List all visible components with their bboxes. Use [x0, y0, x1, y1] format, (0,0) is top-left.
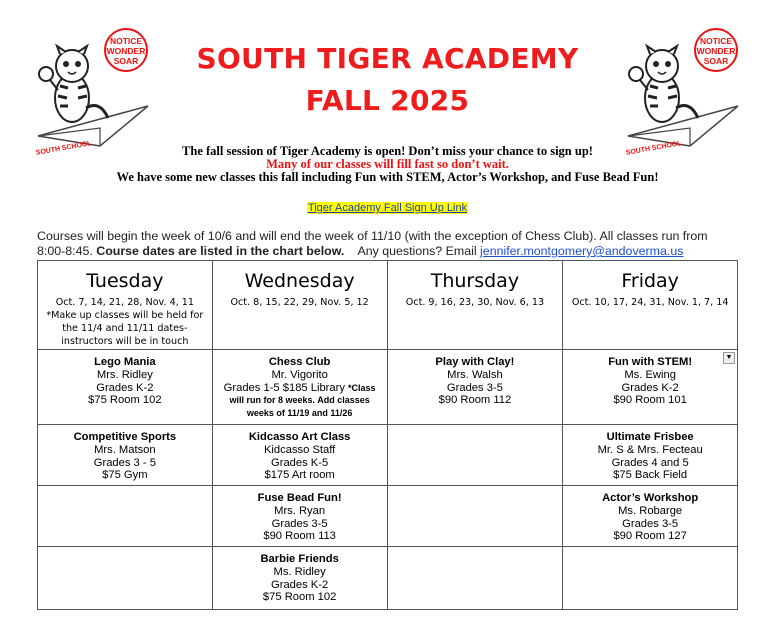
class-name: Ultimate Frisbee — [606, 431, 694, 443]
class-grades: Grades 3-5 — [271, 517, 328, 530]
class-info: $90 Room 112 — [438, 394, 512, 407]
day-header-thursday — [387, 261, 563, 350]
day-header-tuesday — [38, 261, 213, 350]
table-row — [38, 547, 738, 610]
day-dates: Oct. 10, 17, 24, 31, Nov. 1, 7, 14 — [571, 297, 729, 308]
day-note: *Make up classes will be held for the 11/4 and 11/11 dates- instructors will be in touch — [46, 310, 204, 347]
class-name: Play with Clay! — [435, 356, 515, 368]
class-cell — [38, 425, 213, 486]
class-teacher: Ms. Ewing — [624, 368, 676, 381]
badge-line-2: WONDER — [106, 46, 146, 56]
signup-link-container — [0, 202, 775, 214]
badge-line-3: SOAR — [703, 56, 729, 66]
class-name: Lego Mania — [94, 356, 156, 368]
class-teacher: Mrs. Ridley — [96, 368, 153, 381]
class-cell — [212, 350, 387, 425]
class-info: $90 Room 101 — [613, 394, 687, 407]
class-teacher: Kidcasso Staff — [263, 443, 336, 456]
class-name: Fuse Bead Fun! — [257, 492, 342, 504]
class-cell — [212, 486, 387, 547]
day-dates: Oct. 9, 16, 23, 30, Nov. 6, 13 — [405, 297, 545, 308]
table-row — [38, 350, 738, 425]
class-grades: Grades K-2 — [271, 578, 329, 591]
day-name: Thursday — [430, 270, 520, 292]
day-name: Tuesday — [86, 270, 164, 292]
class-cell — [212, 547, 387, 610]
class-name: Barbie Friends — [260, 553, 339, 565]
empty-cell — [387, 486, 563, 547]
info-text: Courses will begin the week of 10/6 and will end the week of 11/10 (with the exception of Chess Club). All classes run from 8:00-8:45. — [37, 229, 708, 258]
class-info: $75 Room 102 — [88, 394, 162, 407]
class-note: *Class will run for 8 weeks. Add classes weeks of 11/19 and 11/26 — [229, 382, 376, 419]
class-grades: Grades 3-5 — [446, 381, 503, 394]
class-grades: Grades 4 and 5 — [611, 456, 689, 469]
class-grades: Grades 3-5 — [622, 517, 679, 530]
email-link[interactable]: jennifer.montgomery@andoverma.us — [480, 244, 684, 258]
day-header-friday — [563, 261, 738, 350]
dropdown-arrow-icon[interactable]: ▼ — [723, 352, 735, 364]
class-teacher: Mrs. Matson — [94, 443, 156, 456]
day-header-wednesday — [212, 261, 387, 350]
day-name: Wednesday — [244, 270, 355, 292]
badge-line-1: NOTICE — [109, 36, 143, 46]
class-cell — [387, 350, 563, 425]
class-cell — [212, 425, 387, 486]
class-name: Kidcasso Art Class — [248, 431, 351, 443]
schedule-table — [37, 260, 738, 610]
info-paragraph — [37, 229, 737, 259]
class-cell — [38, 350, 213, 425]
badge-line-3: SOAR — [113, 56, 139, 66]
signup-link[interactable]: Tiger Academy Fall Sign Up Link — [307, 202, 468, 214]
class-grades: Grades 1-5 $185 Library — [223, 381, 349, 394]
class-teacher: Ms. Robarge — [618, 504, 683, 517]
class-grades: Grades 3 - 5 — [93, 456, 156, 469]
class-cell — [563, 425, 738, 486]
day-dates: Oct. 7, 14, 21, 28, Nov. 4, 11 — [55, 297, 195, 308]
class-teacher: Ms. Ridley — [273, 565, 326, 578]
class-info: $75 Gym — [102, 469, 148, 482]
intro-line-3: We have some new classes this fall including Fun with STEM, Actor’s Workshop, and Fuse Bead Fun! — [116, 170, 659, 184]
info-bold-text: Course dates are listed in the chart below. — [96, 244, 345, 258]
class-cell — [563, 486, 738, 547]
class-teacher: Mr. Vigorito — [271, 368, 328, 381]
class-info: $75 Back Field — [613, 469, 688, 482]
table-row — [38, 425, 738, 486]
page-subtitle: FALL 2025 — [305, 84, 470, 117]
day-dates: Oct. 8, 15, 22, 29, Nov. 5, 12 — [230, 297, 369, 308]
info-question-text: Any questions? Email — [344, 244, 481, 258]
intro-line-1: The fall session of Tiger Academy is open! Don’t miss your chance to sign up! — [182, 144, 593, 158]
intro-line-2: Many of our classes will fill fast so don’t wait. — [266, 157, 509, 171]
class-info: $175 Art room — [264, 469, 335, 482]
class-name: Actor’s Workshop — [602, 492, 699, 504]
empty-cell — [387, 425, 563, 486]
class-name: Competitive Sports — [73, 431, 177, 443]
class-name: Chess Club — [268, 356, 331, 368]
class-info: $90 Room 127 — [613, 530, 687, 543]
class-grades: Grades K-5 — [271, 456, 329, 469]
class-teacher: Mr. S & Mrs. Fecteau — [597, 443, 703, 456]
class-grades: Grades K-2 — [96, 381, 154, 394]
logo-banner-text: SOUTH SCHOOL — [625, 140, 683, 157]
class-info: $90 Room 113 — [263, 530, 336, 543]
table-row — [38, 486, 738, 547]
day-name: Friday — [621, 270, 679, 292]
class-name: Fun with STEM! — [608, 356, 693, 368]
class-grades: Grades K-2 — [621, 381, 679, 394]
empty-cell — [38, 486, 213, 547]
day-header-row — [38, 261, 738, 350]
class-teacher: Mrs. Walsh — [447, 368, 503, 381]
empty-cell — [563, 547, 738, 610]
class-teacher: Mrs. Ryan — [274, 504, 326, 517]
page-title: SOUTH TIGER ACADEMY — [196, 42, 579, 75]
logo-banner-text: SOUTH SCHOOL — [35, 140, 93, 157]
empty-cell — [38, 547, 213, 610]
empty-cell — [387, 547, 563, 610]
class-cell — [563, 350, 738, 425]
class-info: $75 Room 102 — [262, 591, 337, 604]
badge-line-2: WONDER — [696, 46, 736, 56]
badge-line-1: NOTICE — [699, 36, 733, 46]
